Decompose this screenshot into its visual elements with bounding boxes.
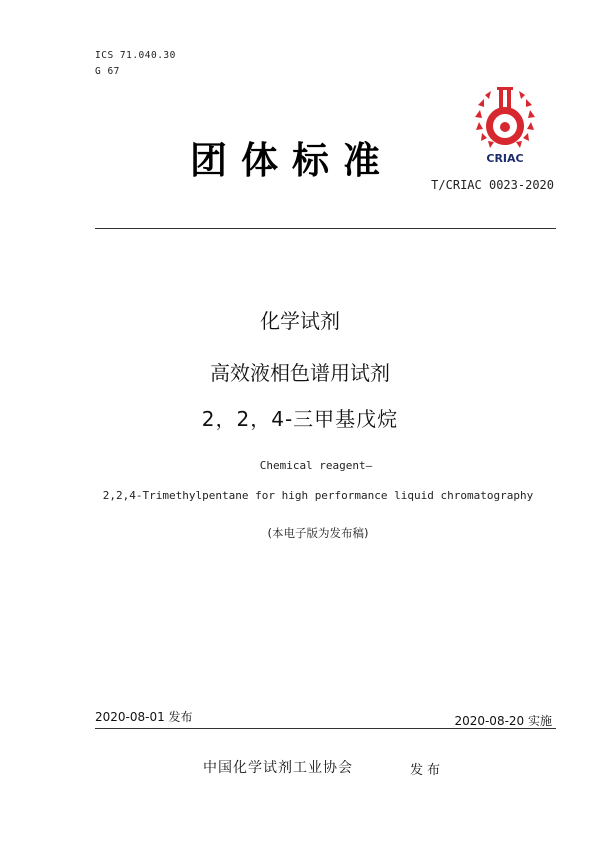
publish-label: 发布 [410, 763, 445, 778]
title-cn-line3: 2，2，4-三甲基戊烷 [201, 407, 399, 431]
criac-logo [471, 83, 539, 165]
edition-note: (本电子版为发布稿) [267, 526, 369, 540]
title-en-line1: Chemical reagent— [259, 459, 373, 472]
standard-number: T/CRIAC 0023-2020 [431, 178, 554, 192]
issue-date: 2020-08-01 发布 [95, 710, 193, 724]
ccs-code: G 67 [95, 66, 120, 77]
title-cn-line1: 化学试剂 [260, 309, 340, 333]
ics-code: ICS 71.040.30 [95, 50, 176, 61]
title-en-line2: 2,2,4-Trimethylpentane for high performance liquid chromatography [102, 489, 534, 502]
publisher-name: 中国化学试剂工业协会 [203, 760, 353, 776]
header-divider [95, 228, 556, 229]
standard-type-title: 团体标准 [190, 139, 394, 182]
svg-text:CRIAC: CRIAC [486, 152, 524, 165]
title-cn-line2: 高效液相色谱用试剂 [210, 361, 390, 385]
flask-in-laurel-logo-icon [471, 83, 539, 165]
implementation-date: 2020-08-20 实施 [454, 714, 552, 728]
footer-divider [95, 728, 556, 729]
